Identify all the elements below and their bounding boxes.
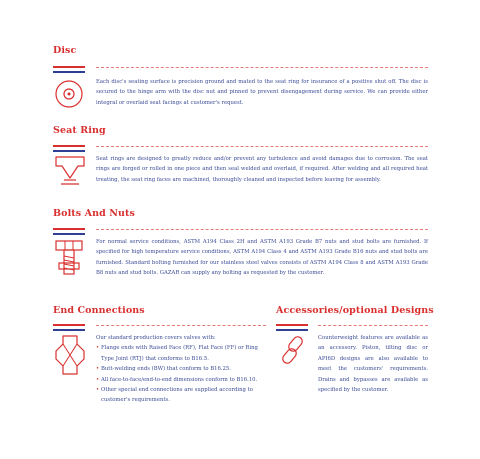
accessories-description: Counterweight features are available as an accessory. Piston, tilting disc or API6D designs are also available to meet the customers' requirements. Drains and bypasses are available as specified by the customer. — [318, 335, 428, 394]
bolts-nuts-description: For normal service conditions, ASTM A194 Class 2H and ASTM A193 Grade B7 nuts and stud bolts are furnished. If specified for high temperature service conditions, ASTM A194 Class 4 and ASTM A193 Grade B16 nuts and stud bolts are furnished. Standard bolting furnished for our stainless steel valves consists of ASTM A194 Class 8 and ASTM A193 Grade B8 nuts and stud bolts. GAZAR can supply any bolting as requested by the customer. — [96, 239, 428, 277]
list-item: • All face-to-face/end-to-end dimensions conform to B16.10. — [96, 375, 266, 385]
disc-divider — [96, 67, 428, 68]
list-item: • Butt-welding ends (BW) that conform to B16.25. — [96, 364, 266, 374]
seat-ring-description: Seat rings are designed to greatly reduce and/or prevent any turbulence and avoid damages due to corrosion. The seat rings are forged or rolled in one piece and then seal welded and overlaid, if required. After welding and all required heat treating, the seat ring faces are machined, thoroughly cleaned and inspected before leaving for assembly. — [96, 156, 428, 183]
end-connections-list — [96, 343, 266, 405]
end-connections-bar-blue — [53, 329, 85, 331]
accessories-bar-red — [276, 324, 308, 326]
seat-ring-title: Seat Ring — [53, 125, 106, 136]
seat-ring-divider — [96, 146, 428, 147]
end-connections-title: End Connections — [53, 305, 145, 316]
seat-ring-bar-red — [53, 145, 85, 147]
disc-description: Each disc's seating surface is precision ground and mated to the seat ring for insurance of a positive shut off. The disc is secured to the hinge arm with the disc nut and pinned to prevent disengagement during service. We can provide either integral or overlaid seat facings at customer's request. — [96, 79, 428, 106]
end-connection-icon — [54, 334, 86, 376]
accessories-title: Accessories/optional Designs — [276, 305, 434, 316]
bolt-nut-icon — [54, 239, 84, 279]
disc-icon — [54, 79, 84, 109]
end-connections-intro: Our standard production covers valves with: — [96, 335, 216, 341]
end-connections-bar-red — [53, 324, 85, 326]
bolts-nuts-bar-red — [53, 228, 85, 230]
chain-link-icon — [277, 334, 309, 368]
disc-bar-blue — [53, 71, 85, 73]
accessories-divider — [318, 325, 428, 326]
accessories-bar-blue — [276, 329, 308, 331]
end-connections-body — [96, 333, 266, 406]
bolts-nuts-bar-blue — [53, 233, 85, 235]
end-connections-divider — [96, 325, 266, 326]
bolts-nuts-divider — [96, 229, 428, 230]
list-item: • Flange ends with Raised Face (RF), Flat Face (FF) or Ring Type Joint (RTJ) that conforms to B16.5. — [96, 343, 266, 364]
disc-title: Disc — [53, 45, 77, 56]
list-item: • Other special end connections are supplied according to customer's requirements. — [96, 385, 266, 406]
seat-ring-icon — [54, 154, 86, 190]
seat-ring-bar-blue — [53, 150, 85, 152]
disc-bar-red — [53, 66, 85, 68]
bolts-nuts-title: Bolts And Nuts — [53, 208, 135, 219]
